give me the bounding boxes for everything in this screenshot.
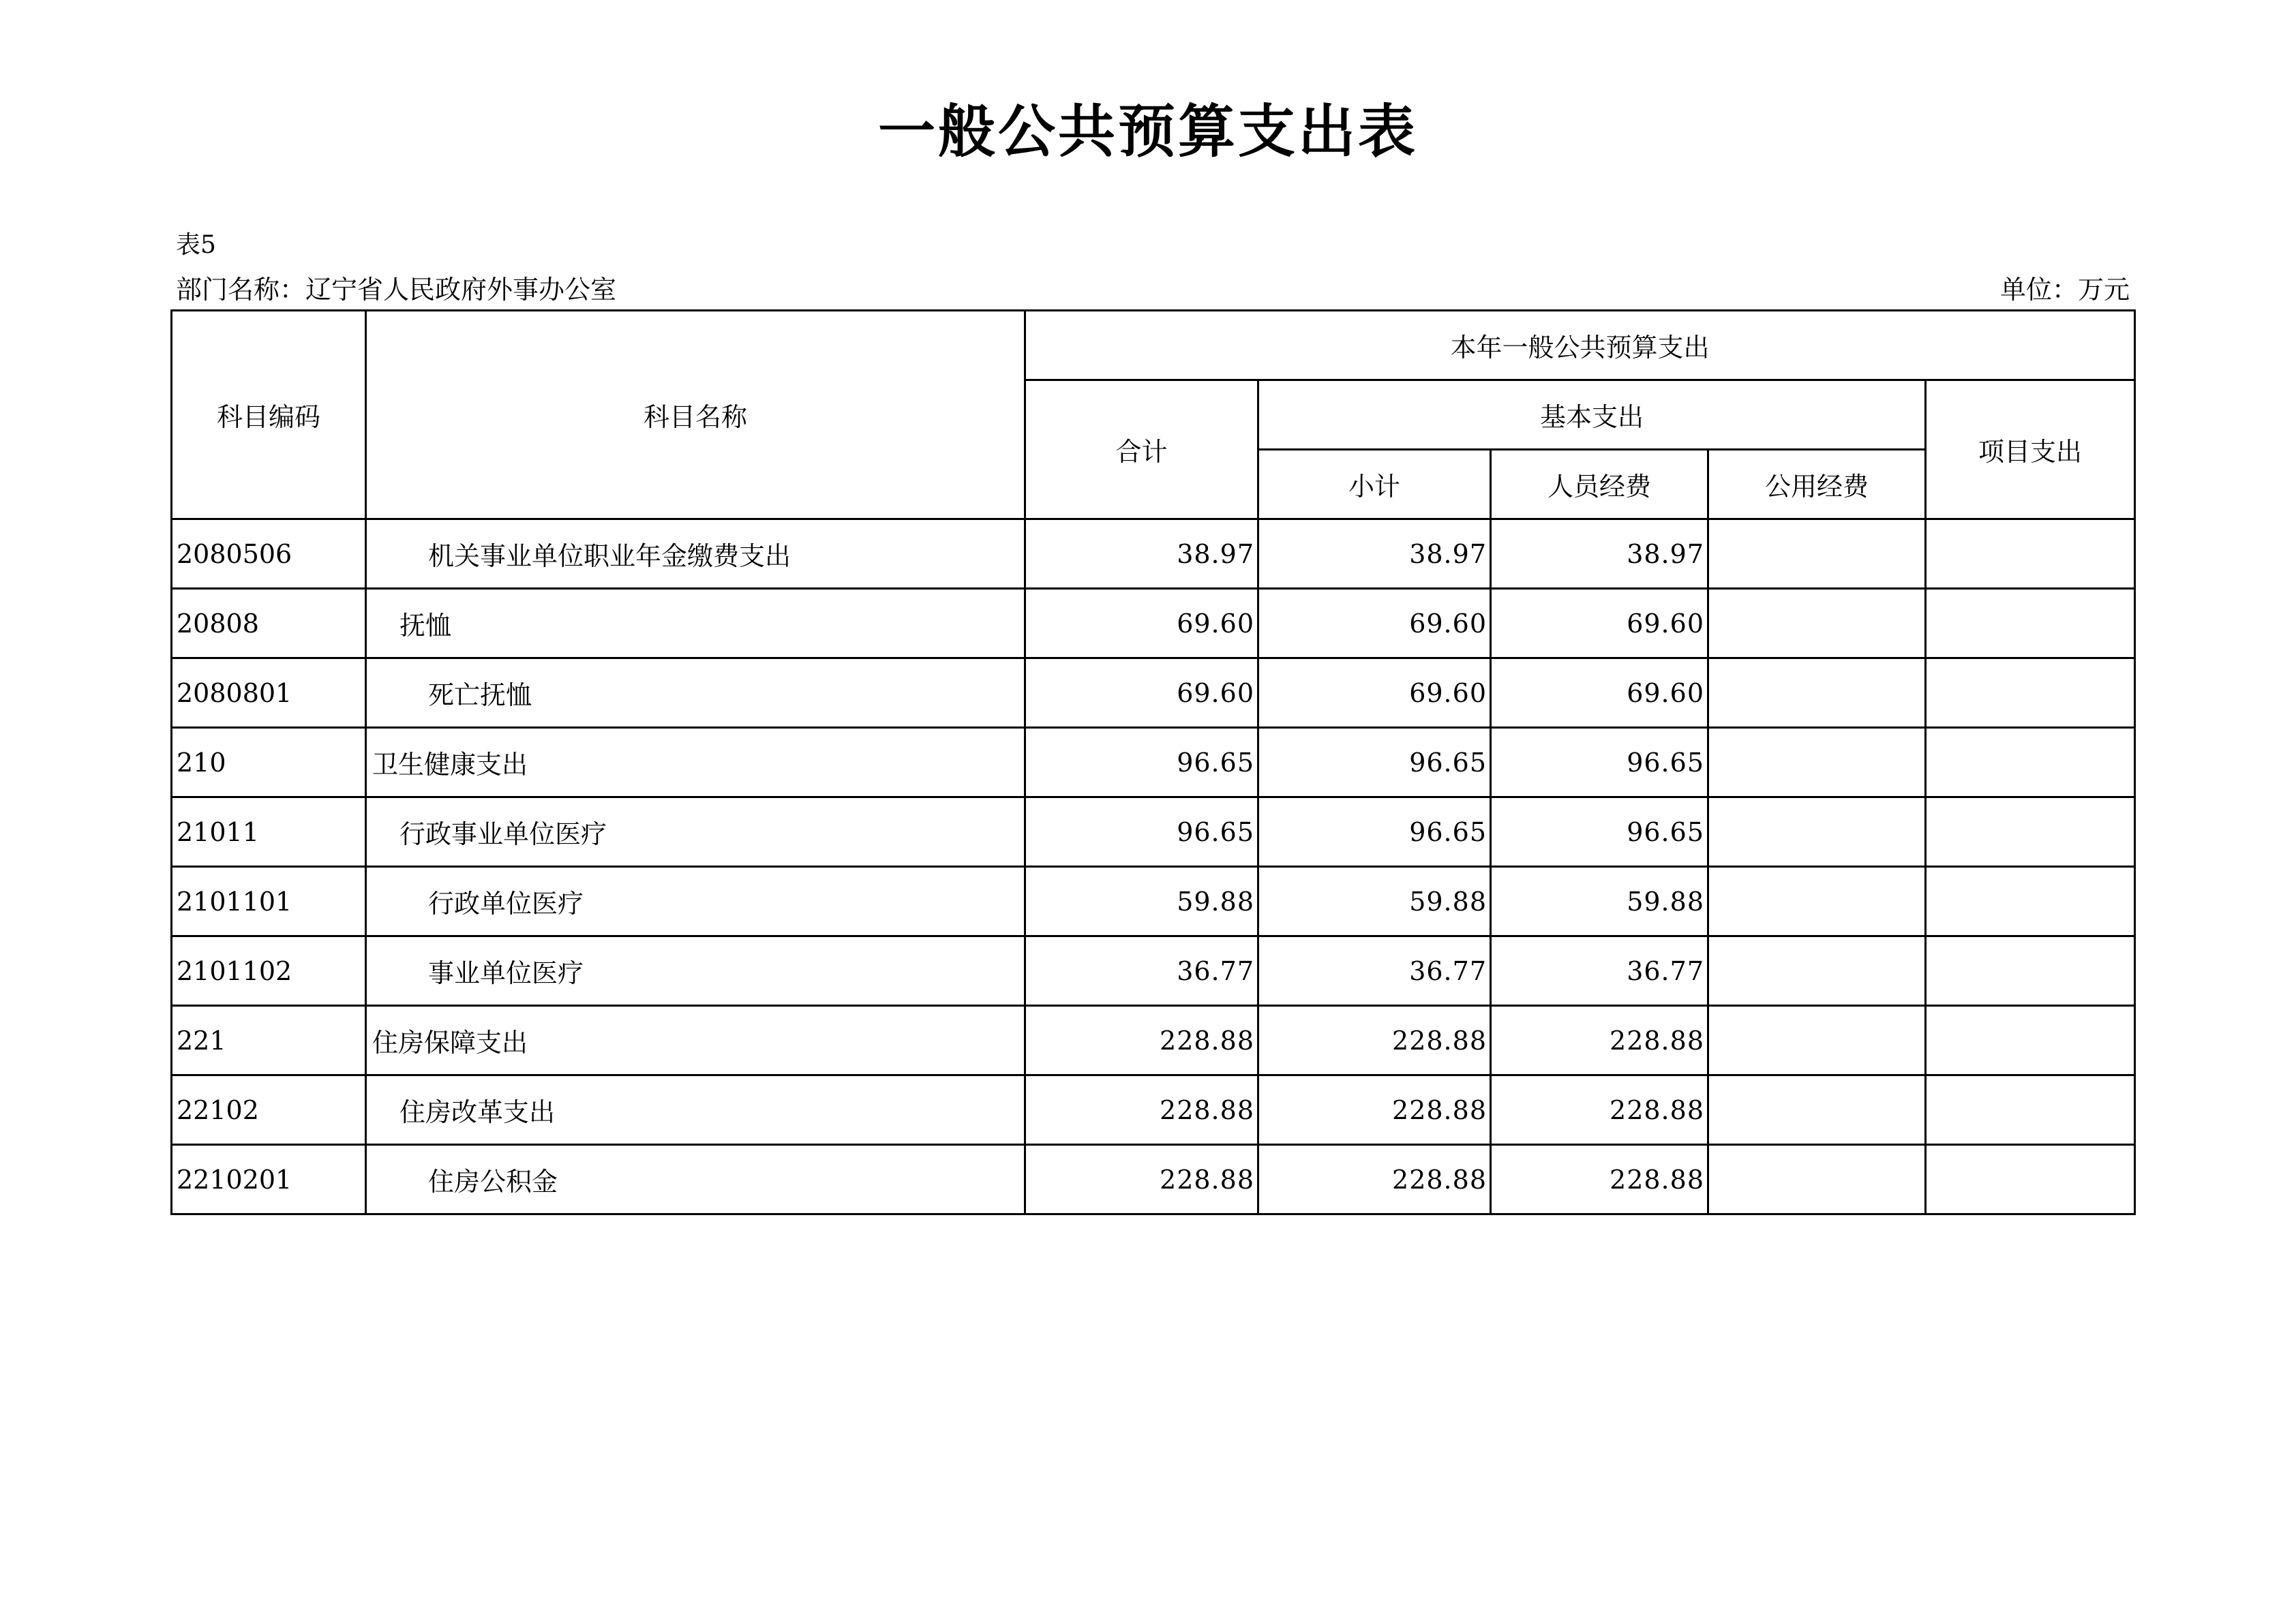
cell-personnel: 69.60	[1491, 658, 1708, 728]
cell-name: 行政事业单位医疗	[366, 797, 1025, 867]
cell-personnel: 69.60	[1491, 589, 1708, 658]
cell-code: 2101102	[172, 936, 366, 1006]
cell-total: 96.65	[1025, 728, 1258, 797]
table-header	[172, 311, 2135, 519]
table-row	[172, 519, 2135, 589]
cell-public	[1708, 1006, 1926, 1075]
header-subtotal: 小计	[1258, 450, 1491, 519]
cell-name: 事业单位医疗	[366, 936, 1025, 1006]
header-basic: 基本支出	[1258, 380, 1926, 450]
cell-public	[1708, 1145, 1926, 1214]
cell-public	[1708, 867, 1926, 936]
table-row	[172, 797, 2135, 867]
cell-personnel: 59.88	[1491, 867, 1708, 936]
cell-public	[1708, 519, 1926, 589]
table-row	[172, 1145, 2135, 1214]
cell-subtotal: 228.88	[1258, 1145, 1491, 1214]
cell-code: 2080801	[172, 658, 366, 728]
cell-name: 卫生健康支出	[366, 728, 1025, 797]
cell-project	[1926, 1075, 2135, 1145]
cell-name: 死亡抚恤	[366, 658, 1025, 728]
cell-subtotal: 36.77	[1258, 936, 1491, 1006]
header-public: 公用经费	[1708, 450, 1926, 519]
header-code: 科目编码	[172, 311, 366, 519]
cell-code: 21011	[172, 797, 366, 867]
cell-code: 20808	[172, 589, 366, 658]
cell-total: 228.88	[1025, 1075, 1258, 1145]
cell-project	[1926, 936, 2135, 1006]
header-personnel: 人员经费	[1491, 450, 1708, 519]
table-body	[172, 519, 2135, 1214]
cell-subtotal: 38.97	[1258, 519, 1491, 589]
cell-name: 机关事业单位职业年金缴费支出	[366, 519, 1025, 589]
cell-project	[1926, 658, 2135, 728]
cell-personnel: 96.65	[1491, 728, 1708, 797]
cell-name: 行政单位医疗	[366, 867, 1025, 936]
table-row	[172, 1006, 2135, 1075]
table-number: 表5	[176, 231, 216, 259]
cell-code: 2080506	[172, 519, 366, 589]
cell-personnel: 96.65	[1491, 797, 1708, 867]
table-row	[172, 589, 2135, 658]
cell-total: 69.60	[1025, 658, 1258, 728]
cell-code: 2101101	[172, 867, 366, 936]
cell-personnel: 36.77	[1491, 936, 1708, 1006]
cell-project	[1926, 867, 2135, 936]
table-row	[172, 936, 2135, 1006]
cell-subtotal: 59.88	[1258, 867, 1491, 936]
header-total: 合计	[1025, 380, 1258, 519]
cell-project	[1926, 519, 2135, 589]
cell-total: 228.88	[1025, 1006, 1258, 1075]
cell-personnel: 38.97	[1491, 519, 1708, 589]
cell-personnel: 228.88	[1491, 1006, 1708, 1075]
cell-subtotal: 228.88	[1258, 1006, 1491, 1075]
header-project: 项目支出	[1926, 380, 2135, 519]
table-row	[172, 867, 2135, 936]
cell-subtotal: 96.65	[1258, 728, 1491, 797]
cell-code: 22102	[172, 1075, 366, 1145]
cell-total: 228.88	[1025, 1145, 1258, 1214]
cell-total: 59.88	[1025, 867, 1258, 936]
budget-table	[170, 309, 2136, 1215]
cell-public	[1708, 589, 1926, 658]
cell-subtotal: 69.60	[1258, 589, 1491, 658]
cell-total: 38.97	[1025, 519, 1258, 589]
cell-code: 210	[172, 728, 366, 797]
cell-personnel: 228.88	[1491, 1145, 1708, 1214]
cell-total: 69.60	[1025, 589, 1258, 658]
cell-public	[1708, 728, 1926, 797]
page-title: 一般公共预算支出表	[877, 97, 1418, 165]
cell-total: 96.65	[1025, 797, 1258, 867]
header-name: 科目名称	[366, 311, 1025, 519]
unit-label: 单位：万元	[1999, 275, 2130, 305]
cell-code: 2210201	[172, 1145, 366, 1214]
cell-name: 抚恤	[366, 589, 1025, 658]
cell-name: 住房公积金	[366, 1145, 1025, 1214]
header-group: 本年一般公共预算支出	[1025, 311, 2135, 380]
cell-project	[1926, 1145, 2135, 1214]
cell-subtotal: 96.65	[1258, 797, 1491, 867]
cell-personnel: 228.88	[1491, 1075, 1708, 1145]
cell-subtotal: 69.60	[1258, 658, 1491, 728]
cell-subtotal: 228.88	[1258, 1075, 1491, 1145]
cell-total: 36.77	[1025, 936, 1258, 1006]
cell-name: 住房改革支出	[366, 1075, 1025, 1145]
cell-project	[1926, 1006, 2135, 1075]
cell-public	[1708, 797, 1926, 867]
table-row	[172, 658, 2135, 728]
cell-public	[1708, 936, 1926, 1006]
cell-project	[1926, 797, 2135, 867]
table-row	[172, 1075, 2135, 1145]
cell-public	[1708, 658, 1926, 728]
cell-code: 221	[172, 1006, 366, 1075]
cell-public	[1708, 1075, 1926, 1145]
cell-name: 住房保障支出	[366, 1006, 1025, 1075]
table-row	[172, 728, 2135, 797]
department-name: 部门名称：辽宁省人民政府外事办公室	[176, 275, 617, 305]
cell-project	[1926, 728, 2135, 797]
cell-project	[1926, 589, 2135, 658]
